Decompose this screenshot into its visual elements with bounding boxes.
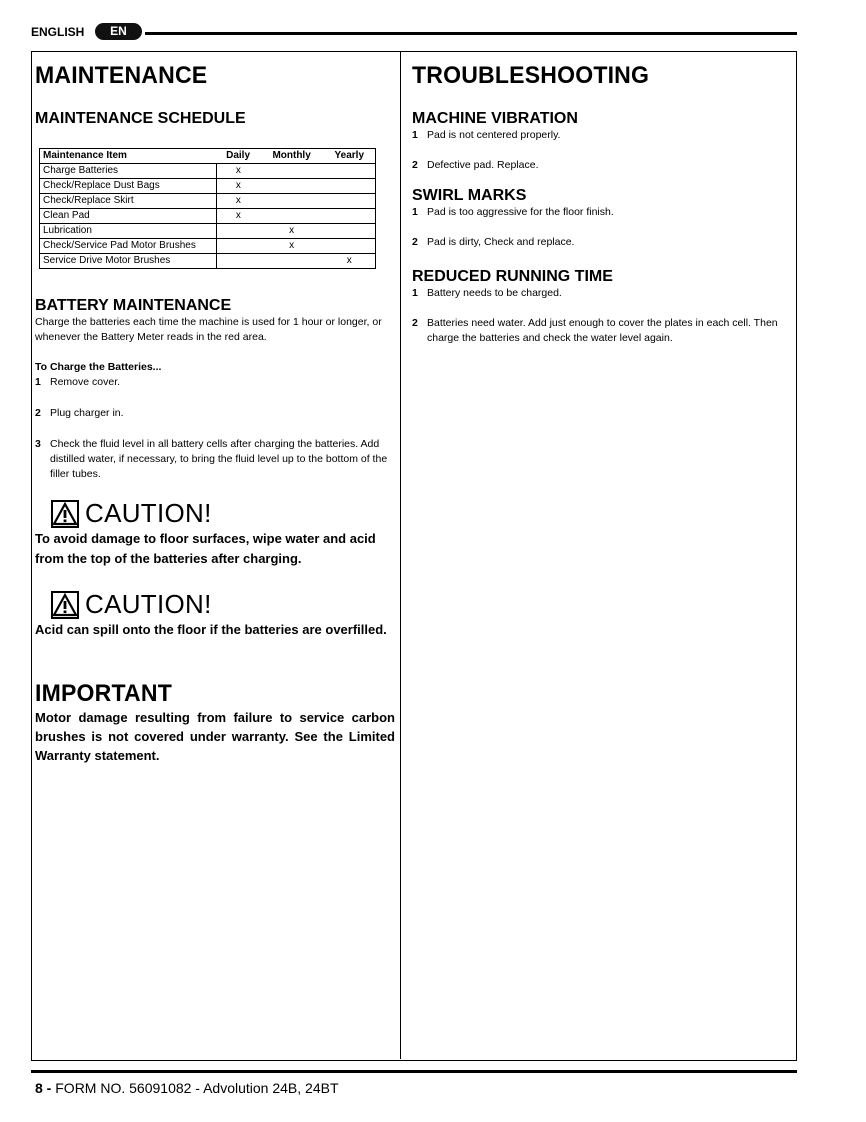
- column-divider: [400, 51, 401, 1059]
- row-item: Charge Batteries: [40, 164, 217, 179]
- item-number: 1: [412, 129, 418, 141]
- caution-title: CAUTION!: [85, 589, 212, 619]
- page-header: [31, 22, 797, 44]
- step-number: 3: [35, 438, 41, 450]
- caution-heading: [51, 589, 395, 620]
- troubleshooting-column: [412, 62, 787, 346]
- important-text: Motor damage resulting from failure to service carbon brushes is not covered under warranty. See the Limited Warranty statement.: [35, 710, 395, 763]
- list-item: [412, 235, 787, 250]
- list-item: [412, 286, 787, 301]
- row-monthly: [260, 179, 324, 194]
- table-row: [40, 164, 376, 179]
- header-item: Maintenance Item: [40, 149, 217, 164]
- schedule-title: MAINTENANCE SCHEDULE: [35, 110, 246, 127]
- row-yearly: [324, 194, 376, 209]
- row-item: Check/Service Pad Motor Brushes: [40, 239, 217, 254]
- important-title: IMPORTANT: [35, 680, 172, 707]
- warning-icon: [51, 591, 79, 619]
- row-daily: x: [217, 164, 260, 179]
- row-daily: x: [217, 179, 260, 194]
- item-number: 2: [412, 236, 418, 248]
- table-header-row: [40, 149, 376, 164]
- item-number: 2: [412, 317, 418, 329]
- form-number: FORM NO. 56091082 - Advolution 24B, 24BT: [55, 1080, 339, 1096]
- row-monthly: [260, 254, 324, 269]
- list-item: [35, 406, 395, 421]
- table-row: [40, 179, 376, 194]
- warning-icon: [51, 500, 79, 528]
- row-item: Clean Pad: [40, 209, 217, 224]
- section-title: SWIRL MARKS: [412, 187, 527, 204]
- header-monthly: Monthly: [260, 149, 324, 164]
- item-text: Batteries need water. Add just enough to cover the plates in each cell. Then charge the batteries and check the water level again.: [427, 317, 778, 344]
- battery-title: BATTERY MAINTENANCE: [35, 297, 232, 314]
- row-item: Check/Replace Dust Bags: [40, 179, 217, 194]
- row-monthly: x: [260, 224, 324, 239]
- list-item: [412, 158, 787, 173]
- row-daily: [217, 239, 260, 254]
- page-number: 8: [35, 1080, 43, 1096]
- footer-rule: [31, 1070, 797, 1073]
- row-monthly: [260, 164, 324, 179]
- section-title: MACHINE VIBRATION: [412, 110, 578, 127]
- row-yearly: x: [324, 254, 376, 269]
- row-monthly: [260, 194, 324, 209]
- row-yearly: [324, 164, 376, 179]
- header-rule: [145, 32, 797, 35]
- language-badge: EN: [95, 23, 142, 40]
- row-monthly: [260, 209, 324, 224]
- step-text: Plug charger in.: [50, 407, 124, 419]
- charge-title: To Charge the Batteries...: [35, 361, 162, 373]
- caution-title: CAUTION!: [85, 498, 212, 528]
- step-number: 2: [35, 407, 41, 419]
- item-text: Pad is dirty, Check and replace.: [427, 236, 575, 248]
- row-daily: x: [217, 194, 260, 209]
- maintenance-column: [35, 62, 395, 765]
- row-yearly: [324, 224, 376, 239]
- item-text: Battery needs to be charged.: [427, 287, 562, 299]
- row-item: Lubrication: [40, 224, 217, 239]
- row-daily: [217, 224, 260, 239]
- section-title: REDUCED RUNNING TIME: [412, 268, 613, 285]
- row-item: Service Drive Motor Brushes: [40, 254, 217, 269]
- table-row: [40, 254, 376, 269]
- row-yearly: [324, 179, 376, 194]
- list-item: [412, 205, 787, 220]
- troubleshooting-title: TROUBLESHOOTING: [412, 62, 650, 89]
- item-number: 2: [412, 159, 418, 171]
- step-text: Check the fluid level in all battery cells after charging the batteries. Add distilled water, if necessary, to bring the fluid level up to the bottom of the filler tubes.: [50, 438, 388, 480]
- battery-text: Charge the batteries each time the machine is used for 1 hour or longer, or whenever the Battery Meter reads in the red area.: [35, 316, 382, 343]
- item-number: 1: [412, 206, 418, 218]
- maintenance-schedule-table: [39, 148, 376, 269]
- header-yearly: Yearly: [324, 149, 376, 164]
- header-daily: Daily: [217, 149, 260, 164]
- step-text: Remove cover.: [50, 376, 121, 388]
- list-item: [35, 437, 395, 482]
- item-text: Defective pad. Replace.: [427, 159, 539, 171]
- row-monthly: x: [260, 239, 324, 254]
- maintenance-title: MAINTENANCE: [35, 62, 208, 89]
- list-item: [412, 128, 787, 143]
- item-text: Pad is not centered properly.: [427, 129, 561, 141]
- page-footer: [35, 1080, 339, 1096]
- step-number: 1: [35, 376, 41, 388]
- item-text: Pad is too aggressive for the floor finish.: [427, 206, 614, 218]
- table-row: [40, 224, 376, 239]
- row-item: Check/Replace Skirt: [40, 194, 217, 209]
- table-row: [40, 239, 376, 254]
- table-row: [40, 209, 376, 224]
- row-yearly: [324, 239, 376, 254]
- row-yearly: [324, 209, 376, 224]
- list-item: [35, 375, 395, 390]
- row-daily: x: [217, 209, 260, 224]
- table-row: [40, 194, 376, 209]
- caution-text: To avoid damage to floor surfaces, wipe water and acid from the top of the batteries after charging.: [35, 531, 376, 566]
- item-number: 1: [412, 287, 418, 299]
- row-daily: [217, 254, 260, 269]
- list-item: [412, 316, 787, 346]
- caution-text: Acid can spill onto the floor if the batteries are overfilled.: [35, 622, 387, 637]
- caution-heading: [51, 498, 395, 529]
- footer-separator: -: [42, 1080, 56, 1096]
- language-label: ENGLISH: [31, 25, 85, 39]
